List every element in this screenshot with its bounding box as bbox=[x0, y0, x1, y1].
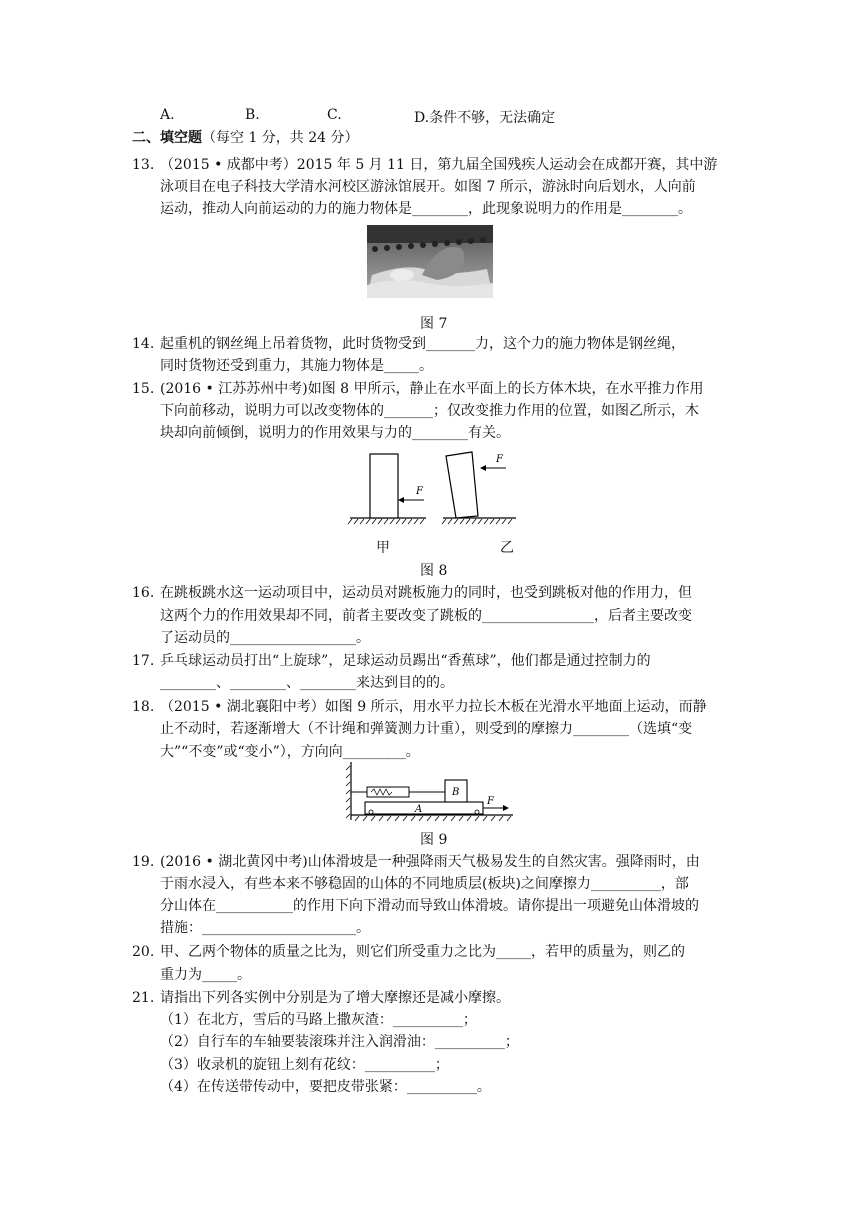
swimmer-photo bbox=[367, 225, 493, 298]
q16-line3: 了运动员的__________________。 bbox=[160, 630, 370, 646]
section-heading bbox=[132, 128, 359, 148]
section-note: （每空 1 分，共 24 分） bbox=[202, 130, 359, 146]
q21-sub4: （4）在传送带传动中，要把皮带张紧：__________。 bbox=[160, 1079, 491, 1095]
q17-number: 17. bbox=[132, 653, 155, 669]
q20-line1: 甲、乙两个物体的质量之比为，则它们所受重力之比为_____，若甲的质量为，则乙的 bbox=[160, 944, 685, 960]
q21-sub3: （3）收录机的旋钮上刻有花纹：__________； bbox=[160, 1057, 449, 1073]
q19-line2: 于雨水浸入，有些本来不够稳固的山体的不同地质层(板块)之间摩擦力__________，部 bbox=[160, 876, 689, 892]
q16-line2: 这两个力的作用效果却不同，前者主要改变了跳板的________________，后者主要改变 bbox=[160, 608, 692, 624]
q15-line1: (2016 • 江苏苏州中考)如图 8 甲所示，静止在水平面上的长方体木块，在水平推力作用 bbox=[160, 381, 704, 397]
force-f-label: F bbox=[487, 796, 494, 807]
block-b-label: B bbox=[452, 787, 460, 798]
board-a-label: A bbox=[415, 804, 423, 815]
q17-line2: ________、________、________来达到目的的。 bbox=[160, 675, 454, 691]
q16-number: 16. bbox=[132, 585, 155, 601]
section-title: 二、填空题 bbox=[132, 130, 202, 146]
q19-line4: 措施：______________________。 bbox=[160, 920, 370, 936]
label-jia: 甲 bbox=[376, 540, 390, 556]
force-label-jia: F bbox=[416, 486, 423, 497]
q21-line1: 请指出下列各实例中分别是为了增大摩擦还是减小摩擦。 bbox=[160, 990, 510, 1006]
q13-line3: 运动，推动人向前运动的力的施力物体是________，此现象说明力的作用是________。 bbox=[160, 201, 692, 217]
q21-sub1: （1）在北方，雪后的马路上撒灰渣：__________； bbox=[160, 1012, 477, 1028]
q18-line2: 止不动时，若逐渐增大（不计绳和弹簧测力计重），则受到的摩擦力________（选填“变 bbox=[160, 721, 693, 737]
option-c: C. bbox=[327, 107, 342, 123]
q18-line3: 大”“不变”或“变小”），方向向_________。 bbox=[160, 744, 420, 760]
q15-number: 15. bbox=[132, 381, 155, 397]
q20-number: 20. bbox=[132, 944, 155, 960]
q19-line1: (2016 • 湖北黄冈中考)山体滑坡是一种强降雨天气极易发生的自然灾害。强降雨时，由 bbox=[160, 854, 700, 870]
q18-line1: （2015 • 湖北襄阳中考）如图 9 所示，用水平力拉长木板在光滑水平地面上运动，而静 bbox=[160, 699, 707, 715]
figure-9-apparatus bbox=[345, 760, 515, 826]
q13-line2: 泳项目在电子科技大学清水河校区游泳馆展开。如图 7 所示，游泳时向后划水，人向前 bbox=[160, 179, 696, 195]
q14-line2: 同时货物还受到重力，其施力物体是_____。 bbox=[160, 358, 433, 374]
q20-line2: 重力为_____。 bbox=[160, 967, 251, 983]
fig9-caption: 图 9 bbox=[420, 832, 448, 848]
q21-number: 21. bbox=[132, 990, 155, 1006]
q18-number: 18. bbox=[132, 699, 155, 715]
q13-number: 13. bbox=[132, 157, 155, 173]
q14-number: 14. bbox=[132, 336, 155, 352]
option-b: B. bbox=[245, 107, 260, 123]
q14-line1: 起重机的钢丝绳上吊着货物，此时货物受到_______力，这个力的施力物体是钢丝绳， bbox=[160, 336, 685, 352]
label-yi: 乙 bbox=[500, 540, 514, 556]
fig7-caption: 图 7 bbox=[420, 316, 448, 332]
option-a: A. bbox=[160, 107, 175, 123]
q17-line1: 乒乓球运动员打出“上旋球”，足球运动员踢出“香蕉球”，他们都是通过控制力的 bbox=[160, 653, 651, 669]
q21-sub2: （2）自行车的车轴要装滚珠并注入润滑油：__________； bbox=[160, 1034, 519, 1050]
option-d: D.条件不够，无法确定 bbox=[414, 110, 556, 126]
figure-8-blocks bbox=[348, 448, 518, 528]
q19-line3: 分山体在___________的作用下向下滑动而导致山体滑坡。请你提出一项避免山体滑坡的 bbox=[160, 898, 699, 914]
q16-line1: 在跳板跳水这一运动项目中，运动员对跳板施力的同时，也受到跳板对他的作用力，但 bbox=[160, 585, 692, 601]
fig8-caption: 图 8 bbox=[420, 563, 448, 579]
force-label-yi: F bbox=[496, 454, 503, 465]
q15-line3: 块却向前倾倒，说明力的作用效果与力的________有关。 bbox=[160, 425, 510, 441]
q19-number: 19. bbox=[132, 854, 155, 870]
q13-line1: （2015 • 成都中考）2015 年 5 月 11 日，第九届全国残疾人运动会在成都开赛，其中游 bbox=[160, 157, 718, 173]
q15-line2: 下向前移动，说明力可以改变物体的_______；仅改变推力作用的位置，如图乙所示，木 bbox=[160, 403, 699, 419]
